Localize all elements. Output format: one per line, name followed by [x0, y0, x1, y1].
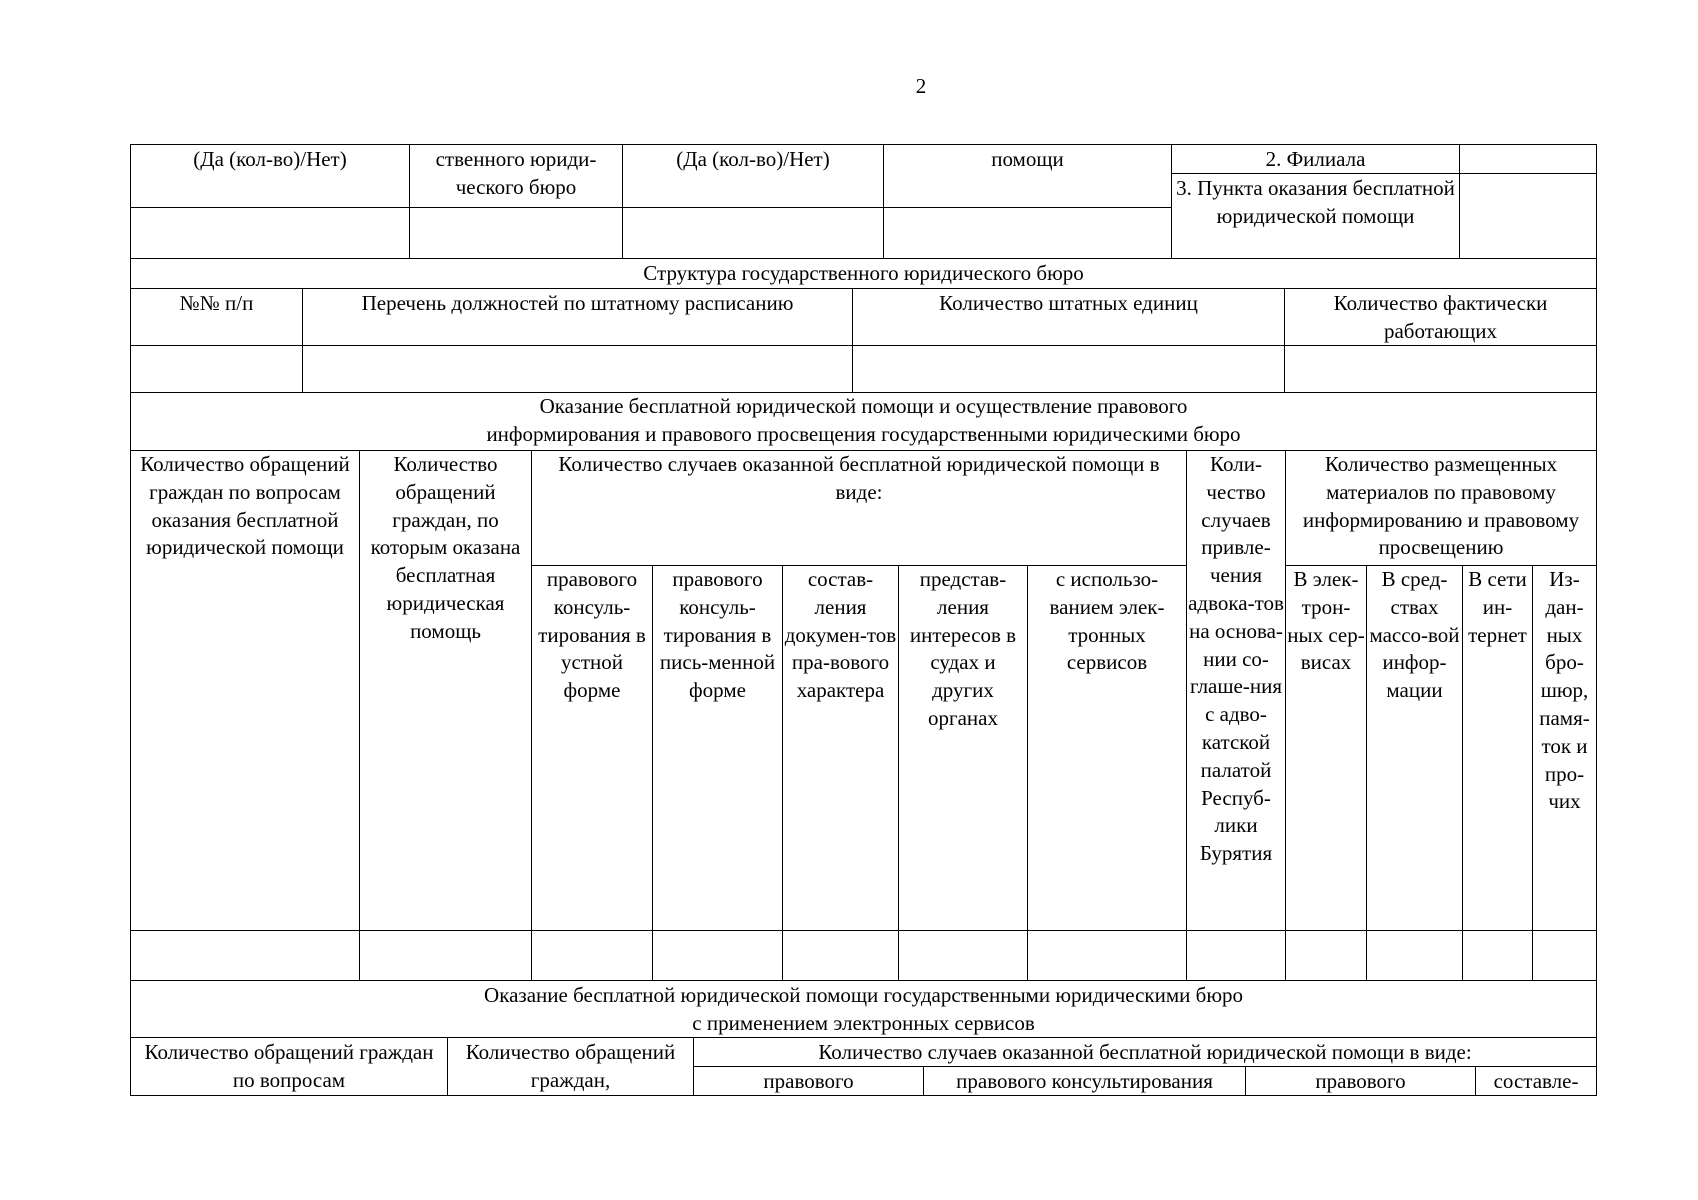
- assistance-empty-cell: [1533, 931, 1597, 981]
- assistance-empty-cell: [1463, 931, 1533, 981]
- structure-empty-cell: [1285, 346, 1597, 393]
- assistance-empty-cell: [1187, 931, 1286, 981]
- top-item-branch: 2. Филиала: [1172, 145, 1460, 174]
- top-cell-presence-2: (Да (кол-во)/Нет): [623, 145, 884, 208]
- assistance-empty-cell: [360, 931, 532, 981]
- sub-documents: состав-ления докумен-тов пра-вового характера: [783, 566, 899, 931]
- col-appeals: Количество обращений граждан по вопросам оказания бесплатной юридической помощи: [131, 451, 360, 931]
- electronic-title-line2: с применением электронных сервисов: [692, 1011, 1035, 1035]
- top-item-point: 3. Пункта оказания бесплатной юридической помощи: [1172, 174, 1460, 259]
- group-cases: Количество случаев оказанной бесплатной юридической помощи в виде:: [532, 451, 1187, 566]
- page-number: 2: [915, 74, 927, 98]
- sub-written-consult: правового консуль-тирования в пись-менной форме: [653, 566, 783, 931]
- assistance-empty-cell: [1028, 931, 1187, 981]
- assistance-title-line2: информирования и правового просвещения государственными юридическими бюро: [486, 421, 1241, 446]
- sub-mass-media: В сред-ствах массо-вой инфор-мации: [1367, 566, 1463, 931]
- top-continuation-table: [130, 144, 1597, 259]
- el-sub-legal: правового: [1246, 1067, 1476, 1096]
- sub-electronic: с использо-ванием элек-тронных сервисов: [1028, 566, 1187, 931]
- structure-empty-cell: [853, 346, 1285, 393]
- electronic-title-line1: Оказание бесплатной юридической помощи государственными юридическими бюро: [484, 983, 1244, 1007]
- sub-internet: В сети ин-тернет: [1463, 566, 1533, 931]
- assistance-empty-cell: [131, 931, 360, 981]
- structure-table: [130, 258, 1597, 393]
- sub-oral-consult: правового консуль-тирования в устной форме: [532, 566, 653, 931]
- top-cell-bureau: ственного юриди-ческого бюро: [410, 145, 623, 208]
- el-sub-oral-consult: правового: [694, 1067, 924, 1096]
- el-sub-documents: составле-: [1476, 1067, 1597, 1096]
- assistance-empty-cell: [532, 931, 653, 981]
- sub-representation: представ-ления интересов в судах и других органах: [899, 566, 1028, 931]
- group-materials: Количество размещенных материалов по правовому информированию и правовому просвещению: [1286, 451, 1597, 566]
- el-sub-consult: правового консультирования: [924, 1067, 1246, 1096]
- header-staff-units: Количество штатных единиц: [853, 289, 1285, 346]
- assistance-table: [130, 392, 1597, 981]
- top-cell-help: помощи: [884, 145, 1172, 208]
- col-provided: Количество обращений граждан, по которым оказана бесплатная юридическая помощь: [360, 451, 532, 931]
- top-empty-cell: [884, 208, 1172, 259]
- el-group-cases: Количество случаев оказанной бесплатной юридической помощи в виде:: [694, 1038, 1597, 1067]
- top-cell-presence-1: (Да (кол-во)/Нет): [131, 145, 410, 208]
- header-row-number: №№ п/п: [131, 289, 303, 346]
- structure-empty-cell: [303, 346, 853, 393]
- el-col-appeals: Количество обращений граждан по вопросам: [131, 1038, 448, 1096]
- top-empty-cell: [410, 208, 623, 259]
- assistance-empty-cell: [1367, 931, 1463, 981]
- header-positions: Перечень должностей по штатному расписанию: [303, 289, 853, 346]
- structure-empty-cell: [131, 346, 303, 393]
- structure-title: Структура государственного юридического бюро: [131, 259, 1597, 289]
- col-lawyers: Коли-чество случаев привле-чения адвока-тов на основа-нии со-глаше-ния с адво-катской палатой Респуб-лики Бурятия: [1187, 451, 1286, 931]
- top-empty-cell: [623, 208, 884, 259]
- sub-electronic-services: В элек-трон-ных сер-висах: [1286, 566, 1367, 931]
- electronic-title: [131, 981, 1597, 1038]
- assistance-title-line1: Оказание бесплатной юридической помощи и осуществление правового: [539, 394, 1188, 418]
- header-actual-staff: Количество фактически работающих: [1285, 289, 1597, 346]
- assistance-empty-cell: [899, 931, 1028, 981]
- assistance-empty-cell: [783, 931, 899, 981]
- assistance-empty-cell: [1286, 931, 1367, 981]
- assistance-empty-cell: [653, 931, 783, 981]
- sub-brochures: Из-дан-ных бро-шюр, памя-ток и про-чих: [1533, 566, 1597, 931]
- el-col-provided: Количество обращений граждан,: [448, 1038, 694, 1096]
- top-value-point: [1460, 174, 1597, 259]
- assistance-title: [131, 393, 1597, 451]
- electronic-table: [130, 980, 1597, 1096]
- top-empty-cell: [131, 208, 410, 259]
- top-value-branch: [1460, 145, 1597, 174]
